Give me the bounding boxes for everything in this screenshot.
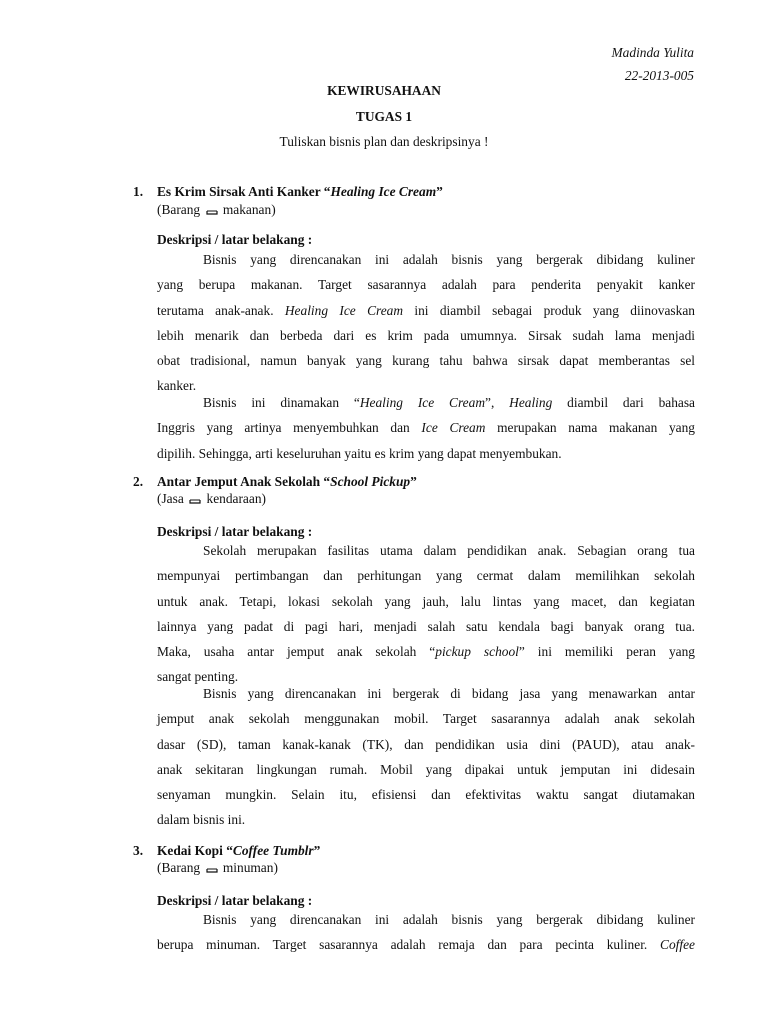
section-2-number: 2. [133,474,144,489]
implies-arrow-icon [206,863,218,873]
section-2-desc-label: Deskripsi / latar belakang : [157,524,313,539]
section-1-category: (Barang makanan) [157,202,276,217]
doc-subtitle: TUGAS 1 [355,109,413,124]
section-3-category: (Barang minuman) [157,860,278,875]
section-1-paragraph-2: Bisnis ini dinamakan “Healing Ice Cream”, Healing diambil dari bahasa Inggris yang artinya menyembuhkan dan Ice Cream merupakan nama makanan yang dipilih. Sehingga, arti keseluruhan yaitu es krim yang dapat menyembukan. [157,395,696,461]
section-1-paragraph-1: Bisnis yang direncanakan ini adalah bisnis yang bergerak dibidang kuliner yang berupa makanan. Target sasarannya adalah para penderita penyakit kanker terutama anak-anak. Healing Ice Cream ini diambil sebagai produk yang diinovaskan lebih menarik dan berbeda dari es krim pada umumnya. Sirsak sudah lama menjadi obat tradisional, namun banyak yang kurang tahu bahwa sirsak dapat memberantas sel kanker. [157,252,695,394]
section-2-paragraph-2: Bisnis yang direncanakan ini bergerak di bidang jasa yang menawarkan antar jemput anak sekolah menggunakan mobil. Target sasarannya adalah anak sekolah dasar (SD), taman kanak-kanak (TK), dan pendidikan usia dini (PAUD), atau anak- anak sekitaran lingkungan rumah. Mobil yang dipakai untuk jemputan ini didesain senyaman mungkin. Selain itu, efisiensi dan efektivitas waktu sangat diutamakan dalam bisnis ini. [157,686,695,828]
doc-instruction: Tuliskan bisnis plan dan deskripsinya ! [279,134,489,149]
doc-title: KEWIRUSAHAAN [327,83,441,98]
section-1-number: 1. [133,184,144,199]
section-2-heading: Antar Jemput Anak Sekolah “School Pickup” [157,474,417,489]
section-2-category: (Jasa kendaraan) [157,491,266,506]
section-3-paragraph-1: Bisnis yang direncanakan ini adalah bisnis yang bergerak dibidang kuliner berupa minuman. Target sasarannya adalah remaja dan para pecinta kuliner. Coffee [157,912,695,953]
author-id: 22-2013-005 [624,68,694,83]
section-3-number: 3. [133,843,144,858]
section-1-heading: Es Krim Sirsak Anti Kanker “Healing Ice Cream” [157,184,443,199]
implies-arrow-icon [206,205,218,215]
section-1-desc-label: Deskripsi / latar belakang : [157,232,313,247]
section-3-heading: Kedai Kopi “Coffee Tumblr” [157,843,321,858]
implies-arrow-icon [189,494,201,504]
section-3-desc-label: Deskripsi / latar belakang : [157,893,313,908]
section-2-paragraph-1: Sekolah merupakan fasilitas utama dalam pendidikan anak. Sebagian orang tua mempunyai pertimbangan dan perhitungan yang cermat dalam memilihkan sekolah untuk anak. Tetapi, lokasi sekolah yang jauh, lalu lintas yang macet, dan kegiatan lainnya yang padat di pagi hari, menjadi salah satu kendala bagi banyak orang tua. Maka, usaha antar jemput anak sekolah “pickup school” ini memiliki peran yang sangat penting. [157,543,695,685]
author-name: Madinda Yulita [611,45,694,60]
